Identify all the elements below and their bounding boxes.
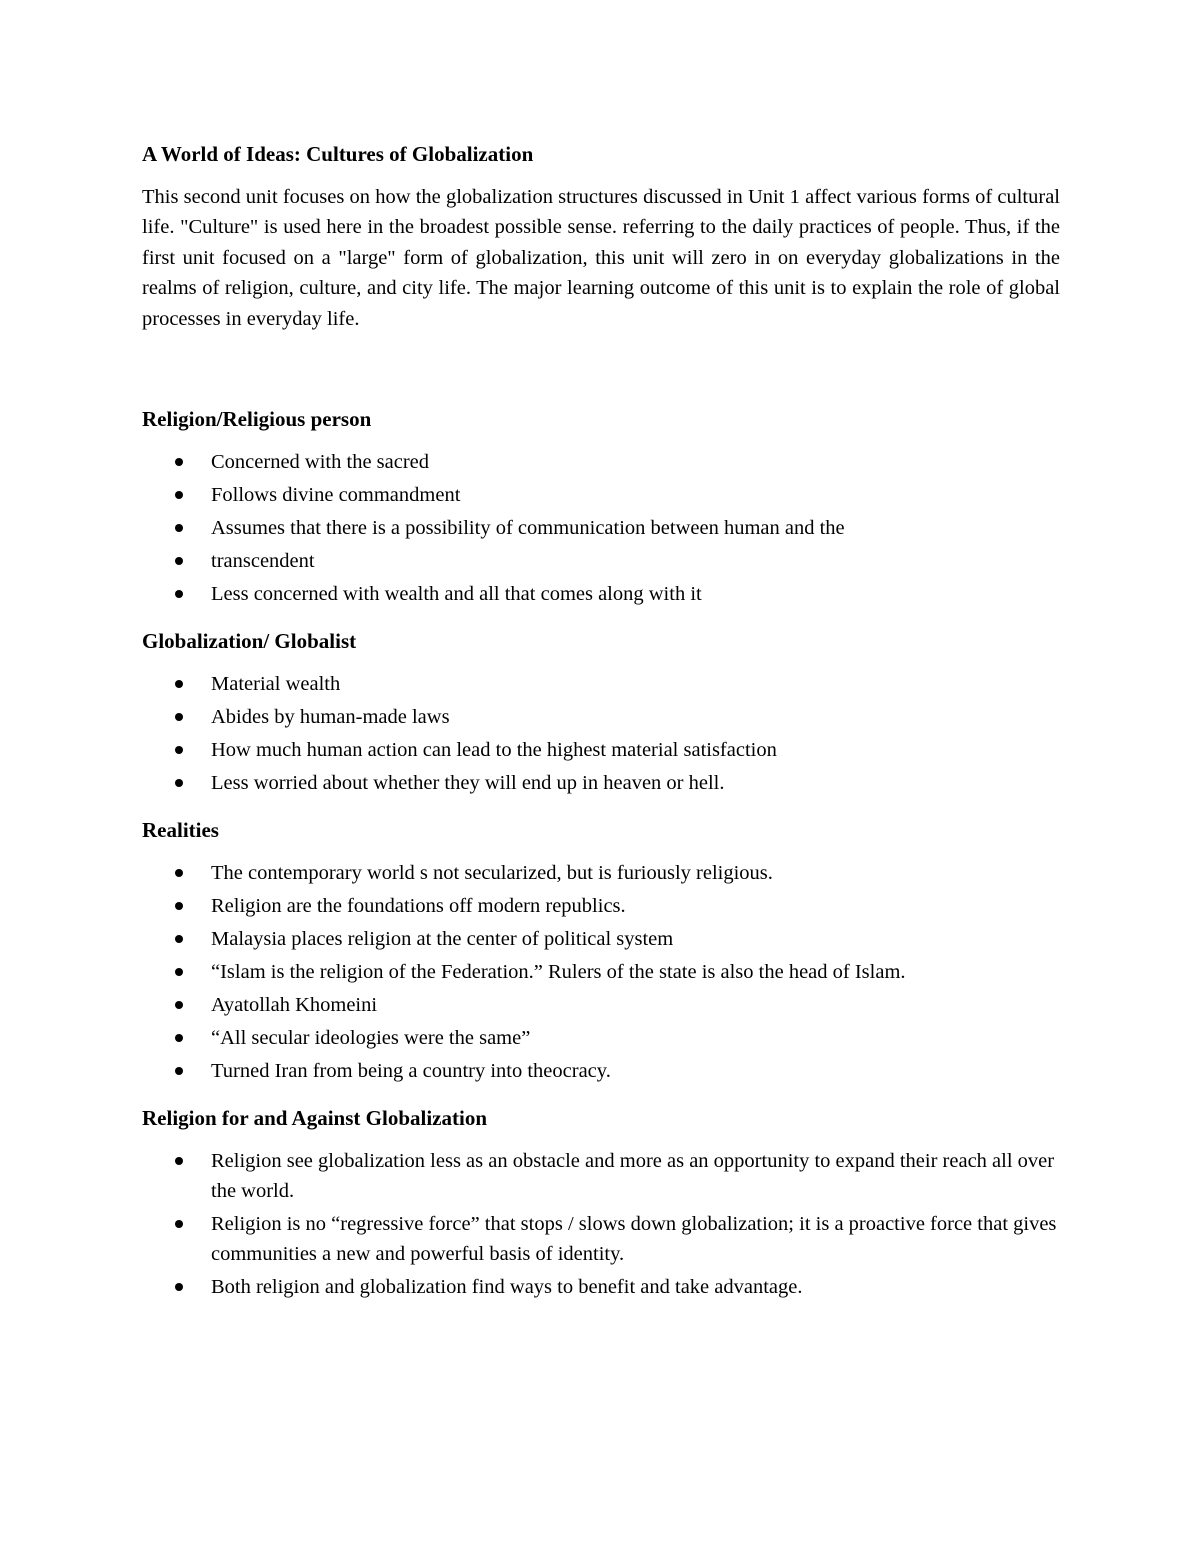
list-item xyxy=(142,768,1060,798)
list-item-text: Less concerned with wealth and all that comes along with it xyxy=(211,583,702,606)
bullet-icon xyxy=(175,1220,183,1228)
bullet-icon xyxy=(175,1034,183,1042)
list-item-text: Religion is no “regressive force” that stops / slows down globalization; it is a proactive force that gives communities a new and powerful basis of identity. xyxy=(211,1213,1057,1266)
list-item-text: Malaysia places religion at the center of political system xyxy=(211,928,674,951)
list-item-text: Religion are the foundations off modern republics. xyxy=(211,895,626,918)
bullet-icon xyxy=(175,902,183,910)
bullet-icon xyxy=(175,869,183,877)
bullet-icon xyxy=(175,713,183,721)
list-item xyxy=(142,702,1060,732)
religion-list xyxy=(142,447,1060,609)
list-item xyxy=(142,858,1060,888)
list-item xyxy=(142,1146,1060,1206)
list-item-text: Turned Iran from being a country into theocracy. xyxy=(211,1060,611,1083)
section-heading-globalization: Globalization/ Globalist xyxy=(142,629,357,654)
list-item-text: Ayatollah Khomeini xyxy=(211,994,378,1017)
list-item xyxy=(142,924,1060,954)
bullet-icon xyxy=(175,779,183,787)
section-heading-religion: Religion/Religious person xyxy=(142,407,372,432)
list-item xyxy=(142,1272,1060,1302)
section-heading-religion-for-against: Religion for and Against Globalization xyxy=(142,1106,487,1131)
bullet-icon xyxy=(175,968,183,976)
list-item-text: Less worried about whether they will end up in heaven or hell. xyxy=(211,772,725,795)
bullet-icon xyxy=(175,1157,183,1165)
bullet-icon xyxy=(175,590,183,598)
list-item xyxy=(142,735,1060,765)
document-title: A World of Ideas: Cultures of Globalization xyxy=(142,142,534,166)
list-item-text: Abides by human-made laws xyxy=(211,706,450,729)
list-item xyxy=(142,1023,1060,1053)
list-item-text: Material wealth xyxy=(211,673,341,696)
realities-list xyxy=(142,858,1060,1086)
list-item xyxy=(142,447,1060,477)
list-item-text: “Islam is the religion of the Federation.” Rulers of the state is also the head of Islam. xyxy=(211,961,906,984)
list-item-text: Both religion and globalization find ways to benefit and take advantage. xyxy=(211,1276,803,1299)
list-item-text: The contemporary world s not secularized, but is furiously religious. xyxy=(211,862,773,885)
list-item-text: Concerned with the sacred xyxy=(211,451,430,474)
intro-paragraph: This second unit focuses on how the globalization structures discussed in Unit 1 affect various forms of cultural life. "Culture" is used here in the broadest possible sense. referring to the daily practices of people. Thus, if the first unit focused on a "large" form of globalization, this unit will zero in on everyday globalizations in the realms of religion, culture, and city life. The major learning outcome of this unit is to explain the role of global processes in everyday life. xyxy=(142,186,1060,330)
bullet-icon xyxy=(175,557,183,565)
bullet-icon xyxy=(175,935,183,943)
list-item xyxy=(142,579,1060,609)
list-item xyxy=(142,669,1060,699)
list-item xyxy=(142,1056,1060,1086)
bullet-icon xyxy=(175,1067,183,1075)
bullet-icon xyxy=(175,491,183,499)
list-item-text: Assumes that there is a possibility of communication between human and the xyxy=(211,517,845,540)
list-item-text: Religion see globalization less as an obstacle and more as an opportunity to expand their reach all over the world. xyxy=(211,1150,1055,1203)
bullet-icon xyxy=(175,458,183,466)
list-item xyxy=(142,957,1060,987)
bullet-icon xyxy=(175,1283,183,1291)
bullet-icon xyxy=(175,746,183,754)
list-item xyxy=(142,546,1060,576)
list-item xyxy=(142,480,1060,510)
list-item xyxy=(142,1209,1060,1269)
list-item-text: How much human action can lead to the highest material satisfaction xyxy=(211,739,777,762)
bullet-icon xyxy=(175,524,183,532)
list-item xyxy=(142,891,1060,921)
list-item xyxy=(142,990,1060,1020)
bullet-icon xyxy=(175,680,183,688)
section-heading-realities: Realities xyxy=(142,818,219,843)
globalization-list xyxy=(142,669,1060,798)
list-item-text: Follows divine commandment xyxy=(211,484,461,507)
list-item xyxy=(142,513,1060,543)
document-page xyxy=(142,138,1060,1305)
religion-for-against-list xyxy=(142,1146,1060,1302)
list-item-text: transcendent xyxy=(211,550,315,573)
list-item-text: “All secular ideologies were the same” xyxy=(211,1027,531,1050)
bullet-icon xyxy=(175,1001,183,1009)
